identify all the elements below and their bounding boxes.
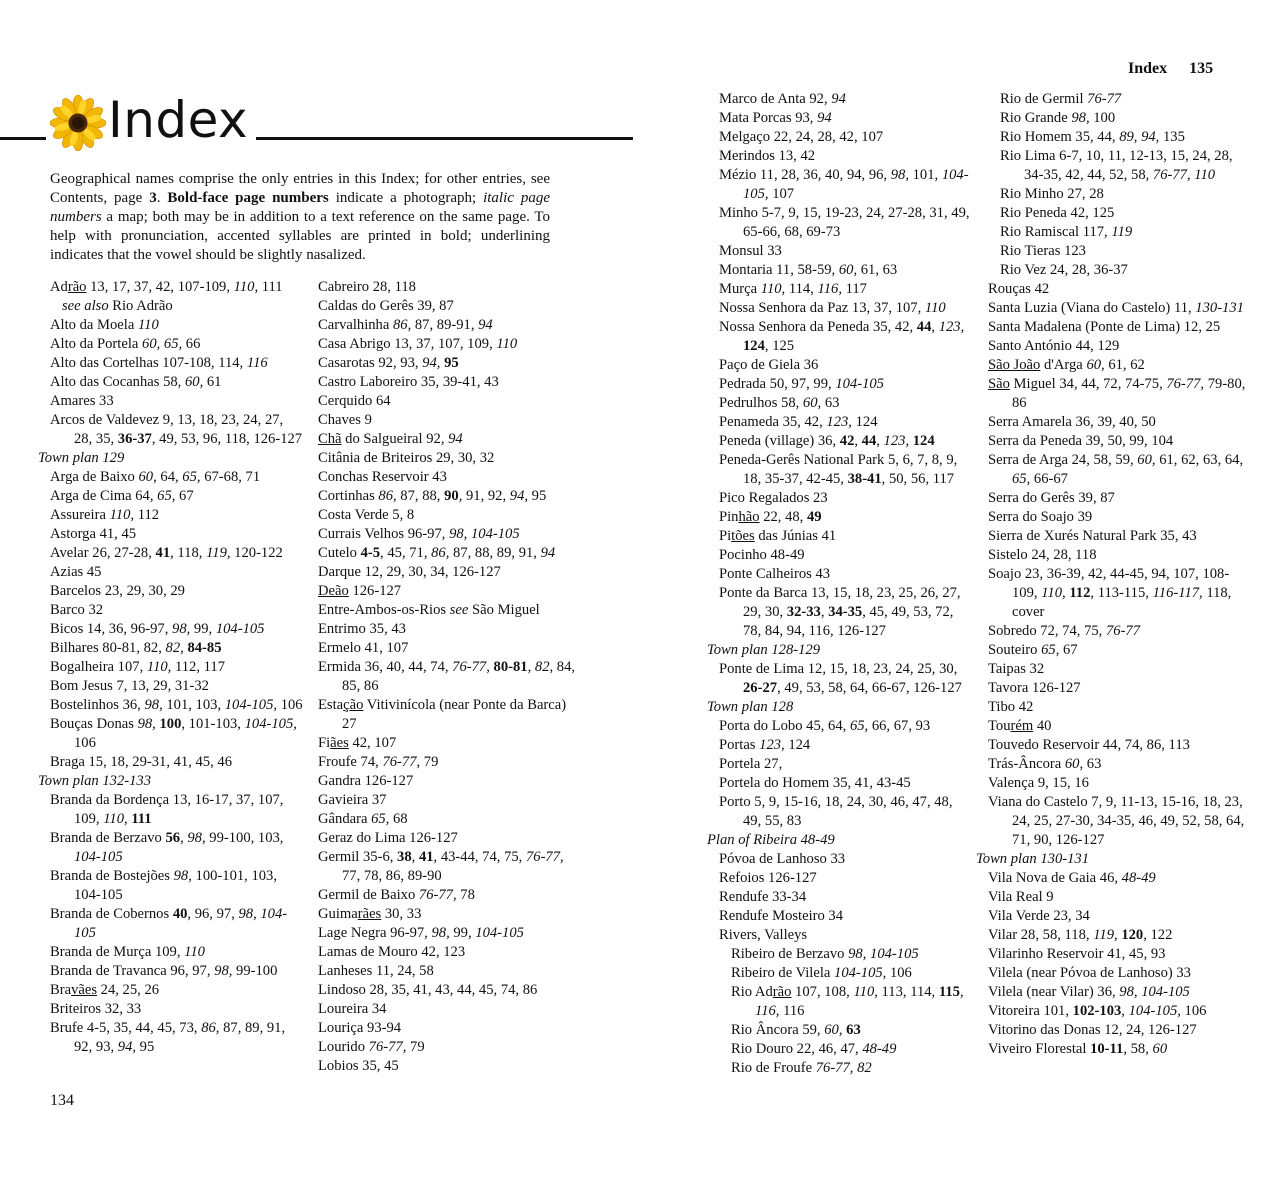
index-entry: Viana do Castelo 7, 9, 11-13, 15-16, 18, 23, 24, 25, 27-30, 34-35, 46, 49, 52, 58, 64, 71, 90, 126-127 bbox=[988, 794, 1245, 848]
index-entry: Geraz do Lima 126-127 bbox=[318, 830, 458, 846]
index-entry: Trás-Âncora 60, 63 bbox=[988, 756, 1102, 772]
intro-paragraph: Geographical names comprise the only entries in this Index; for other entries, see Contents, page 3. Bold-face page numbers indicate a photograph; italic page numbers a map; both may be in addition to a text reference on the same page. To help with pronunciation, accented syllables are printed in bold; underlining indicates that the vowel should be slightly nasalized. bbox=[50, 171, 550, 263]
index-entry: Póvoa de Lanhoso 33 bbox=[719, 851, 846, 867]
index-entry: Rio Adrão 107, 108, 110, 113, 114, 115, 116, 116 bbox=[731, 984, 964, 1019]
index-entry: Marco de Anta 92, 94 bbox=[719, 91, 846, 107]
running-head bbox=[1128, 60, 1213, 78]
index-entry: Arga de Baixo 60, 64, 65, 67-68, 71 bbox=[50, 469, 261, 485]
index-entry: Branda de Bostejões 98, 100-101, 103, 104-105 bbox=[50, 868, 278, 903]
index-entry: Alto da Moela 110 bbox=[50, 317, 159, 333]
index-entry: Pico Regalados 23 bbox=[719, 490, 828, 506]
index-entry: Ermelo 41, 107 bbox=[318, 640, 409, 656]
index-entry: Serra da Peneda 39, 50, 99, 104 bbox=[988, 433, 1174, 449]
index-entry: Tourém 40 bbox=[988, 718, 1052, 734]
index-entry: Bom Jesus 7, 13, 29, 31-32 bbox=[50, 678, 209, 694]
index-entry: Lamas de Mouro 42, 123 bbox=[318, 944, 466, 960]
index-entry: Rouças 42 bbox=[988, 281, 1050, 297]
index-entry: Montaria 11, 58-59, 60, 61, 63 bbox=[719, 262, 898, 278]
index-entry: Assureira 110, 112 bbox=[50, 507, 160, 523]
index-entry: Penameda 35, 42, 123, 124 bbox=[719, 414, 878, 430]
index-entry: Peneda-Gerês National Park 5, 6, 7, 8, 9, 18, 35-37, 42-45, 38-41, 50, 56, 117 bbox=[719, 452, 958, 487]
index-entry: Bostelinhos 36, 98, 101, 103, 104-105, 106 bbox=[50, 697, 303, 713]
index-entry: Louriça 93-94 bbox=[318, 1020, 402, 1036]
index-entry: Rio Âncora 59, 60, 63 bbox=[731, 1022, 861, 1038]
index-entry: Merindos 13, 42 bbox=[719, 148, 816, 164]
index-entry: Rio de Germil 76-77 bbox=[1000, 91, 1122, 107]
index-entry: Rendufe 33-34 bbox=[719, 889, 807, 905]
index-entry: Refoios 126-127 bbox=[719, 870, 817, 886]
index-entry: Adrão 13, 17, 37, 42, 107-109, 110, 111 bbox=[50, 279, 283, 295]
index-entry: Branda de Travanca 96, 97, 98, 99-100 bbox=[50, 963, 278, 979]
index-entry: Currais Velhos 96-97, 98, 104-105 bbox=[318, 526, 520, 542]
index-entry: Portas 123, 124 bbox=[719, 737, 811, 753]
index-entry: Vilela (near Póvoa de Lanhoso) 33 bbox=[988, 965, 1191, 981]
left-page-number: 134 bbox=[50, 1092, 74, 1109]
index-entry: Ermida 36, 40, 44, 74, 76-77, 80-81, 82, 84, 85, 86 bbox=[318, 659, 576, 694]
title-rule-right bbox=[256, 137, 633, 140]
index-entry: Pinhão 22, 48, 49 bbox=[719, 509, 822, 525]
index-entry: Vila Verde 23, 34 bbox=[988, 908, 1090, 924]
index-entry: Cutelo 4-5, 45, 71, 86, 87, 88, 89, 91, 94 bbox=[318, 545, 556, 561]
index-entry: São Miguel 34, 44, 72, 74-75, 76-77, 79-80, 86 bbox=[988, 376, 1246, 411]
index-entry: Arga de Cima 64, 65, 67 bbox=[50, 488, 194, 504]
index-entry: Arcos de Valdevez 9, 13, 18, 23, 24, 27, 28, 35, 36-37, 49, 53, 96, 118, 126-127 bbox=[50, 412, 303, 447]
index-entry: Mata Porcas 93, 94 bbox=[719, 110, 832, 126]
index-entry: Costa Verde 5, 8 bbox=[318, 507, 415, 523]
index-entry: Guimarães 30, 33 bbox=[318, 906, 422, 922]
index-entry: Rio Vez 24, 28, 36-37 bbox=[1000, 262, 1128, 278]
index-entry: Ponte de Lima 12, 15, 18, 23, 24, 25, 30, 26-27, 49, 53, 58, 64, 66-67, 126-127 bbox=[719, 661, 962, 696]
index-entry: Avelar 26, 27-28, 41, 118, 119, 120-122 bbox=[50, 545, 283, 561]
index-entry: Conchas Reservoir 43 bbox=[318, 469, 447, 485]
index-entry: Town plan 130-131 bbox=[976, 851, 1089, 867]
index-entry: Rio Minho 27, 28 bbox=[1000, 186, 1104, 202]
index-entry: Tibo 42 bbox=[988, 699, 1034, 715]
index-entry: Serra do Gerês 39, 87 bbox=[988, 490, 1115, 506]
index-entry: Germil de Baixo 76-77, 78 bbox=[318, 887, 475, 903]
index-entry: Santa Luzia (Viana do Castelo) 11, 130-131 bbox=[988, 300, 1244, 316]
index-entry: Bogalheira 107, 110, 112, 117 bbox=[50, 659, 225, 675]
index-entry: Monsul 33 bbox=[719, 243, 782, 259]
index-entry: Rio Homem 35, 44, 89, 94, 135 bbox=[1000, 129, 1185, 145]
title-rule-left bbox=[0, 137, 46, 140]
index-entry: Melgaço 22, 24, 28, 42, 107 bbox=[719, 129, 884, 145]
index-entry: Lage Negra 96-97, 98, 99, 104-105 bbox=[318, 925, 524, 941]
index-entry: Pocinho 48-49 bbox=[719, 547, 805, 563]
index-entry: Ribeiro de Vilela 104-105, 106 bbox=[731, 965, 912, 981]
index-entry: São João d'Arga 60, 61, 62 bbox=[988, 357, 1145, 373]
index-entry: Chaves 9 bbox=[318, 412, 372, 428]
index-entry: Casa Abrigo 13, 37, 107, 109, 110 bbox=[318, 336, 518, 352]
right-page-number: 135 bbox=[1189, 60, 1214, 77]
index-entry: Entrimo 35, 43 bbox=[318, 621, 406, 637]
index-entry: Lobios 35, 45 bbox=[318, 1058, 399, 1074]
index-entry: Darque 12, 29, 30, 34, 126-127 bbox=[318, 564, 501, 580]
index-entry: see also Rio Adrão bbox=[62, 298, 173, 314]
index-entry: Fiães 42, 107 bbox=[318, 735, 397, 751]
index-entry: Soajo 23, 36-39, 42, 44-45, 94, 107, 108-109, 110, 112, 113-115, 116-117, 118, cover bbox=[988, 566, 1232, 620]
index-entry: Bicos 14, 36, 96-97, 98, 99, 104-105 bbox=[50, 621, 265, 637]
index-entry: Loureira 34 bbox=[318, 1001, 387, 1017]
index-entry: Alto das Cortelhas 107-108, 114, 116 bbox=[50, 355, 268, 371]
index-entry: Ribeiro de Berzavo 98, 104-105 bbox=[731, 946, 919, 962]
index-entry: Vilar 28, 58, 118, 119, 120, 122 bbox=[988, 927, 1173, 943]
index-entry: Rio Ramiscal 117, 119 bbox=[1000, 224, 1133, 240]
index-entry: Barco 32 bbox=[50, 602, 104, 618]
index-entry: Nossa Senhora da Paz 13, 37, 107, 110 bbox=[719, 300, 946, 316]
index-entry: Gandra 126-127 bbox=[318, 773, 414, 789]
index-entry: Barcelos 23, 29, 30, 29 bbox=[50, 583, 185, 599]
index-entry: Gavieira 37 bbox=[318, 792, 387, 808]
index-entry: Serra do Soajo 39 bbox=[988, 509, 1093, 525]
index-entry: Caldas do Gerês 39, 87 bbox=[318, 298, 454, 314]
index-entry: Rio de Froufe 76-77, 82 bbox=[731, 1060, 872, 1076]
index-entry: Ponte da Barca 13, 15, 18, 23, 25, 26, 27, 29, 30, 32-33, 34-35, 45, 49, 53, 72, 78, 84, 94, 116, 126-127 bbox=[719, 585, 961, 639]
index-entry: Brufe 4-5, 35, 44, 45, 73, 86, 87, 89, 91, 92, 93, 94, 95 bbox=[50, 1020, 286, 1055]
index-entry: Rio Tieras 123 bbox=[1000, 243, 1086, 259]
index-entry: Lindoso 28, 35, 41, 43, 44, 45, 74, 86 bbox=[318, 982, 538, 998]
index-entry: Touvedo Reservoir 44, 74, 86, 113 bbox=[988, 737, 1190, 753]
index-entry: Minho 5-7, 9, 15, 19-23, 24, 27-28, 31, 49, 65-66, 68, 69-73 bbox=[719, 205, 970, 240]
index-entry: Peneda (village) 36, 42, 44, 123, 124 bbox=[719, 433, 935, 449]
index-entry: Santa Madalena (Ponte de Lima) 12, 25 bbox=[988, 319, 1221, 335]
index-entry: Vilela (near Vilar) 36, 98, 104-105 bbox=[988, 984, 1190, 1000]
index-entry: Lanheses 11, 24, 58 bbox=[318, 963, 434, 979]
index-entry: Branda da Bordença 13, 16-17, 37, 107, 109, 110, 111 bbox=[50, 792, 284, 827]
index-entry: Rivers, Valleys bbox=[719, 927, 808, 943]
index-entry: Carvalhinha 86, 87, 89-91, 94 bbox=[318, 317, 493, 333]
index-entry: Souteiro 65, 67 bbox=[988, 642, 1078, 658]
index-entry: Rio Peneda 42, 125 bbox=[1000, 205, 1115, 221]
index-entry: Branda de Cobernos 40, 96, 97, 98, 104-105 bbox=[50, 906, 288, 941]
index-entry: Serra de Arga 24, 58, 59, 60, 61, 62, 63, 64, 65, 66-67 bbox=[988, 452, 1244, 487]
index-column-1 bbox=[38, 278, 305, 1057]
index-entry: Town plan 128 bbox=[707, 699, 794, 715]
index-entry: Sistelo 24, 28, 118 bbox=[988, 547, 1097, 563]
index-entry: Cabreiro 28, 118 bbox=[318, 279, 416, 295]
index-column-2 bbox=[318, 278, 580, 1076]
index-entry: Estação Vitivinícola (near Ponte da Barca) 27 bbox=[318, 697, 567, 732]
index-entry: Town plan 132-133 bbox=[38, 773, 151, 789]
page-title: Index bbox=[108, 91, 249, 149]
index-entry: Rendufe Mosteiro 34 bbox=[719, 908, 844, 924]
index-entry: Castro Laboreiro 35, 39-41, 43 bbox=[318, 374, 499, 390]
index-column-3 bbox=[707, 90, 974, 1078]
index-entry: Germil 35-6, 38, 41, 43-44, 74, 75, 76-77, 77, 78, 86, 89-90 bbox=[318, 849, 564, 884]
index-entry: Entre-Ambos-os-Rios see São Miguel bbox=[318, 602, 540, 618]
index-entry: Portela do Homem 35, 41, 43-45 bbox=[719, 775, 911, 791]
index-entry: Nossa Senhora da Peneda 35, 42, 44, 123, 124, 125 bbox=[719, 319, 965, 354]
index-entry: Vilarinho Reservoir 41, 45, 93 bbox=[988, 946, 1166, 962]
index-entry: Portela 27, bbox=[719, 756, 783, 772]
index-entry: Town plan 128-129 bbox=[707, 642, 820, 658]
index-entry: Sierra de Xurés Natural Park 35, 43 bbox=[988, 528, 1197, 544]
index-entry: Bravães 24, 25, 26 bbox=[50, 982, 160, 998]
index-entry: Alto das Cocanhas 58, 60, 61 bbox=[50, 374, 222, 390]
index-entry: Rio Grande 98, 100 bbox=[1000, 110, 1116, 126]
index-entry: Valença 9, 15, 16 bbox=[988, 775, 1089, 791]
index-entry: Ponte Calheiros 43 bbox=[719, 566, 831, 582]
index-entry: Branda de Murça 109, 110 bbox=[50, 944, 205, 960]
index-entry: Lourido 76-77, 79 bbox=[318, 1039, 425, 1055]
index-entry: Taipas 32 bbox=[988, 661, 1045, 677]
index-entry: Vitorino das Donas 12, 24, 126-127 bbox=[988, 1022, 1197, 1038]
index-entry: Mézio 11, 28, 36, 40, 94, 96, 98, 101, 104-105, 107 bbox=[719, 167, 969, 202]
index-entry: Cortinhas 86, 87, 88, 90, 91, 92, 94, 95 bbox=[318, 488, 547, 504]
index-entry: Pitões das Júnias 41 bbox=[719, 528, 837, 544]
index-entry: Astorga 41, 45 bbox=[50, 526, 137, 542]
index-entry: Paço de Giela 36 bbox=[719, 357, 819, 373]
index-entry: Serra Amarela 36, 39, 40, 50 bbox=[988, 414, 1156, 430]
index-entry: Vitoreira 101, 102-103, 104-105, 106 bbox=[988, 1003, 1207, 1019]
index-entry: Briteiros 32, 33 bbox=[50, 1001, 142, 1017]
index-entry: Pedrulhos 58, 60, 63 bbox=[719, 395, 840, 411]
index-entry: Viveiro Florestal 10-11, 58, 60 bbox=[988, 1041, 1168, 1057]
index-entry: Pedrada 50, 97, 99, 104-105 bbox=[719, 376, 884, 392]
index-entry: Porto 5, 9, 15-16, 18, 24, 30, 46, 47, 48, 49, 55, 83 bbox=[719, 794, 953, 829]
index-entry: Casarotas 92, 93, 94, 95 bbox=[318, 355, 459, 371]
index-entry: Citânia de Briteiros 29, 30, 32 bbox=[318, 450, 495, 466]
index-entry: Tavora 126-127 bbox=[988, 680, 1081, 696]
index-entry: Chã do Salgueiral 92, 94 bbox=[318, 431, 463, 447]
index-entry: Bouças Donas 98, 100, 101-103, 104-105, 106 bbox=[50, 716, 297, 751]
index-column-4 bbox=[976, 90, 1250, 1059]
index-entry: Plan of Ribeira 48-49 bbox=[707, 832, 835, 848]
index-entry: Froufe 74, 76-77, 79 bbox=[318, 754, 439, 770]
index-entry: Azias 45 bbox=[50, 564, 102, 580]
index-entry: Vila Nova de Gaia 46, 48-49 bbox=[988, 870, 1156, 886]
index-entry: Murça 110, 114, 116, 117 bbox=[719, 281, 867, 297]
index-entry: Alto da Portela 60, 65, 66 bbox=[50, 336, 201, 352]
sunflower-icon bbox=[50, 95, 106, 151]
index-entry: Deão 126-127 bbox=[318, 583, 402, 599]
index-entry: Rio Douro 22, 46, 47, 48-49 bbox=[731, 1041, 897, 1057]
index-entry: Porta do Lobo 45, 64, 65, 66, 67, 93 bbox=[719, 718, 931, 734]
index-entry: Branda de Berzavo 56, 98, 99-100, 103, 104-105 bbox=[50, 830, 284, 865]
running-head-label: Index bbox=[1128, 60, 1168, 77]
index-entry: Bilhares 80-81, 82, 82, 84-85 bbox=[50, 640, 222, 656]
index-entry: Gândara 65, 68 bbox=[318, 811, 408, 827]
index-entry: Cerquido 64 bbox=[318, 393, 391, 409]
index-entry: Vila Real 9 bbox=[988, 889, 1054, 905]
index-entry: Braga 15, 18, 29-31, 41, 45, 46 bbox=[50, 754, 232, 770]
index-entry: Amares 33 bbox=[50, 393, 114, 409]
index-entry: Town plan 129 bbox=[38, 450, 125, 466]
index-entry: Rio Lima 6-7, 10, 11, 12-13, 15, 24, 28, 34-35, 42, 44, 52, 58, 76-77, 110 bbox=[1000, 148, 1233, 183]
index-entry: Santo António 44, 129 bbox=[988, 338, 1120, 354]
index-entry: Sobredo 72, 74, 75, 76-77 bbox=[988, 623, 1141, 639]
